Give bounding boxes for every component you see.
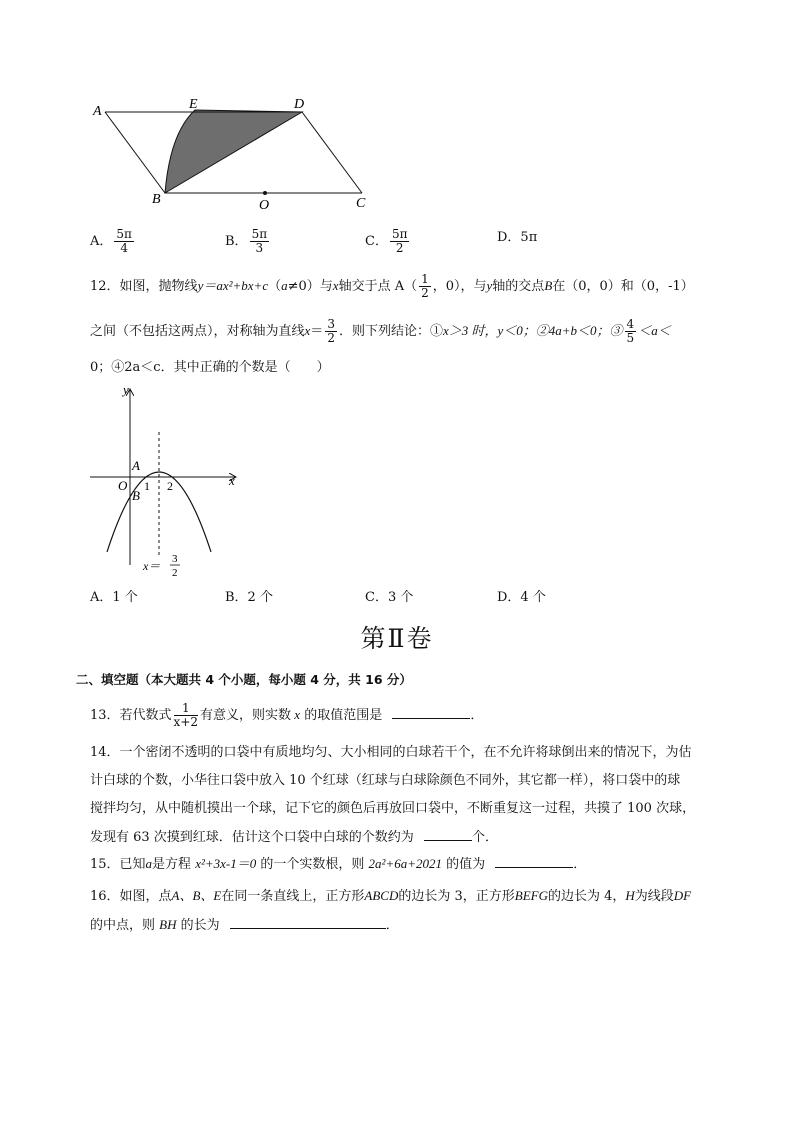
label-A: A — [132, 458, 140, 473]
q15: 15．已知a是方程 x²+3x-1＝0 的一个实数根，则 2a²+6a+2021 的值为 ． — [90, 853, 586, 875]
q12-option-c[interactable]: C．3 个 — [365, 590, 414, 605]
label-x: x — [229, 473, 235, 488]
q14-line-2: 计白球的个数，小华往口袋中放入 10 个红球（红球与白球除颜色不同外，其它都一样），将口袋中的球 — [90, 773, 681, 788]
side-DC — [302, 112, 362, 193]
q12-line-1: 12．如图，抛物线y＝ax²+bx+c（a≠0）与x轴交于点 A（ $\frac{1}{2}$ ，0），与y轴的交点B在（0，0）和（0，-1） — [90, 272, 694, 300]
q16-line-2: 的中点，则 BH 的长为 ． — [90, 914, 399, 936]
section-2-heading: 二、填空题（本大题共 4 个小题，每小题 4 分，共 16 分） — [76, 672, 412, 687]
q14-line-1: 14．一个密闭不透明的口袋中有质地均匀、大小相同的白球若干个，在不允许将球倒出来的情况下，为估 — [90, 745, 692, 760]
label-O: O — [118, 478, 128, 493]
q14-line-3: 搅拌均匀，从中随机摸出一个球，记下它的颜色后再放回口袋中，不断重复这一过程，共摸了 100 次球， — [90, 801, 696, 816]
answer-blank-14[interactable] — [424, 826, 472, 841]
label-B: B — [132, 488, 140, 503]
fraction: $\frac{3}{2}$ — [327, 317, 335, 345]
figure-q12-parabola — [85, 380, 255, 590]
axis-eq-label: x＝ — [143, 559, 161, 573]
answer-blank-16[interactable] — [230, 914, 386, 929]
fraction: $\frac{5\pi}{2}$ — [391, 227, 408, 255]
q12-option-a[interactable]: A．1 个 — [90, 590, 138, 605]
figure-q11-parallelogram — [85, 95, 385, 215]
label-y: y — [123, 382, 129, 397]
point-O — [263, 191, 267, 195]
fraction: $\frac{1}{2}$ — [421, 272, 429, 300]
q12-option-d[interactable]: D．4 个 — [497, 590, 546, 605]
q16-line-1: 16．如图，点A、B、E在同一条直线上，正方形ABCD的边长为 3，正方形BEFG的边长为 4，H为线段DF — [90, 888, 692, 904]
side-AB — [105, 112, 165, 193]
axis-eq-num: 3 — [172, 553, 178, 565]
shaded-region — [165, 110, 302, 193]
answer-blank-13[interactable] — [392, 704, 470, 719]
label-C: C — [356, 196, 366, 211]
q12-line-3: 0；④2a＜c．其中正确的个数是（ ） — [90, 360, 330, 375]
q12-option-b[interactable]: B．2 个 — [225, 590, 273, 605]
label-A: A — [93, 104, 102, 119]
tick-2: 2 — [167, 479, 173, 493]
label-O: O — [259, 198, 270, 213]
axis-eq-den: 2 — [172, 567, 178, 579]
label-D: D — [294, 97, 305, 112]
q13: 13．若代数式 $\frac{1}{x+2}$ 有意义，则实数 x 的取值范围是 ． — [90, 701, 484, 729]
part-2-title: 第Ⅱ卷 — [360, 624, 434, 653]
label-E: E — [189, 97, 198, 112]
fraction: $\frac{5\pi}{4}$ — [116, 227, 132, 255]
q11-option-b[interactable]: B． $\frac{5\pi}{3}$ — [225, 227, 268, 255]
q12-line-2: 之间（不包括这两点），对称轴为直线x＝ $\frac{3}{2}$ ．则下列结论：①x＞3 时，y＜0；②4a+b＜0；③ $\frac{4}{5}$ ＜a＜ — [90, 317, 671, 345]
fraction: $\frac{5\pi}{3}$ — [251, 227, 268, 255]
q11-option-d[interactable]: D．5π — [497, 230, 538, 245]
answer-blank-15[interactable] — [495, 853, 573, 868]
q11-option-c[interactable]: C． $\frac{5\pi}{2}$ — [365, 227, 408, 255]
label-B: B — [152, 192, 161, 207]
q11-option-a[interactable]: A． $\frac{5\pi}{4}$ — [90, 227, 132, 255]
tick-1: 1 — [144, 479, 150, 493]
fraction: $\frac{4}{5}$ — [626, 317, 635, 345]
q14-line-4: 发现有 63 次摸到红球．估计这个口袋中白球的个数约为 个． — [90, 826, 498, 848]
fraction: $\frac{1}{x+2}$ — [173, 701, 199, 729]
